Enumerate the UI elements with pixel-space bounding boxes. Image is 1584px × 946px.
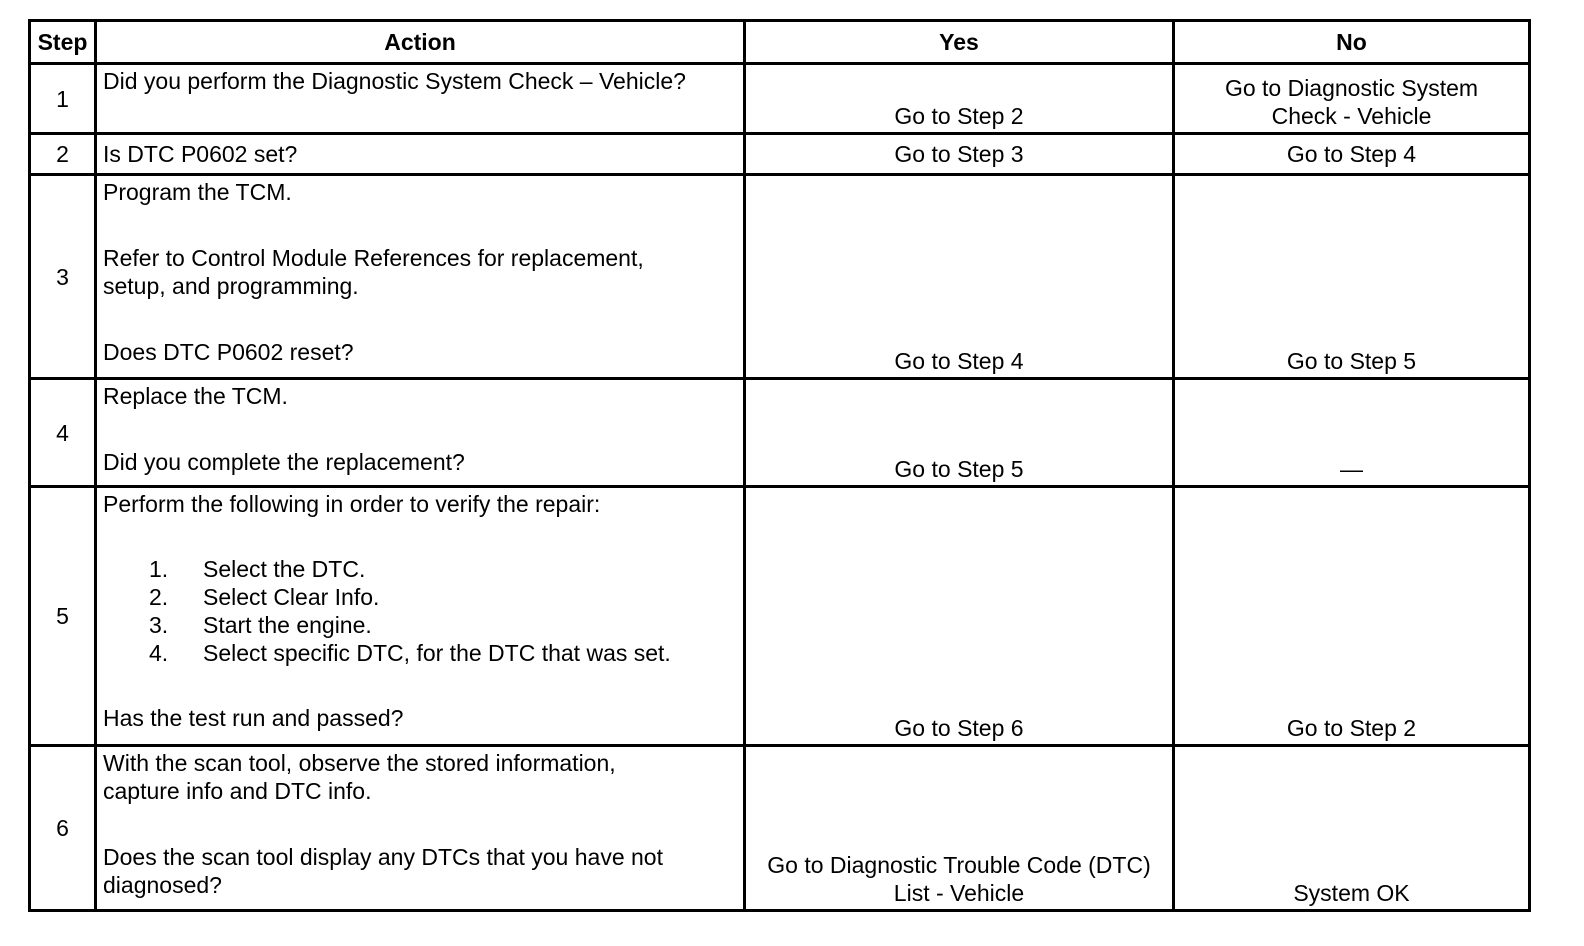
step-number: 1 — [30, 64, 96, 134]
table-row-step-4 — [30, 379, 1530, 487]
table-row-step-6 — [30, 746, 1530, 911]
list-item — [103, 639, 737, 667]
list-item — [103, 583, 737, 611]
list-item — [103, 611, 737, 639]
action-text-line: setup, and programming. — [103, 273, 359, 299]
no-result: Go to Step 2 — [1174, 487, 1530, 746]
header-step: Step — [30, 21, 96, 64]
table-row-step-3 — [30, 175, 1530, 379]
list-item — [103, 555, 737, 583]
yes-result: Go to Step 3 — [745, 134, 1174, 175]
procedure-list — [103, 555, 737, 667]
step-number: 4 — [30, 379, 96, 487]
yes-result-line: List - Vehicle — [893, 880, 1025, 906]
list-item-number: 2. — [149, 584, 169, 610]
yes-result-line: Go to Diagnostic Trouble Code (DTC) — [767, 852, 1151, 878]
no-result: Go to Step 4 — [1174, 134, 1530, 175]
list-item-text: Select Clear Info. — [203, 584, 380, 610]
header-action: Action — [96, 21, 745, 64]
action-text-line: With the scan tool, observe the stored information, — [103, 750, 616, 776]
no-result-line: Go to Diagnostic System — [1224, 75, 1479, 101]
header-yes: Yes — [745, 21, 1174, 64]
action-cell — [96, 746, 745, 911]
action-cell — [96, 134, 745, 175]
action-text — [103, 244, 737, 300]
yes-result: Go to Step 6 — [745, 487, 1174, 746]
list-item-number: 1. — [149, 556, 169, 582]
action-text-line: Does the scan tool display any DTCs that you have not — [103, 844, 663, 870]
step-number: 5 — [30, 487, 96, 746]
action-text-line: diagnosed? — [103, 872, 222, 898]
table-row-step-1 — [30, 64, 1530, 134]
no-result — [1174, 64, 1530, 134]
list-item-number: 4. — [149, 640, 169, 666]
step-number: 2 — [30, 134, 96, 175]
action-text: Did you perform the Diagnostic System Check – Vehicle? — [103, 68, 686, 94]
action-question — [103, 843, 737, 899]
step-number: 3 — [30, 175, 96, 379]
yes-result: Go to Step 4 — [745, 175, 1174, 379]
no-result: Go to Step 5 — [1174, 175, 1530, 379]
table-row-step-5 — [30, 487, 1530, 746]
action-text-line: capture info and DTC info. — [103, 778, 372, 804]
diagnostic-table — [28, 19, 1531, 912]
yes-result — [745, 746, 1174, 911]
action-text: Is DTC P0602 set? — [103, 141, 298, 167]
action-question: Has the test run and passed? — [103, 705, 404, 731]
list-item-text: Select specific DTC, for the DTC that was set. — [203, 640, 671, 666]
action-cell — [96, 379, 745, 487]
step-number: 6 — [30, 746, 96, 911]
action-text-line: Refer to Control Module References for replacement, — [103, 245, 644, 271]
action-question: Does DTC P0602 reset? — [103, 339, 354, 365]
table-row-step-2 — [30, 134, 1530, 175]
header-no: No — [1174, 21, 1530, 64]
action-cell — [96, 175, 745, 379]
action-text — [103, 749, 737, 805]
action-question: Did you complete the replacement? — [103, 449, 465, 475]
no-result-line: Check - Vehicle — [1271, 103, 1432, 129]
list-item-number: 3. — [149, 612, 169, 638]
action-text: Perform the following in order to verify the repair: — [103, 491, 601, 517]
action-cell — [96, 64, 745, 134]
no-result: System OK — [1174, 746, 1530, 911]
yes-result: Go to Step 5 — [745, 379, 1174, 487]
list-item-text: Select the DTC. — [203, 556, 366, 582]
action-text: Replace the TCM. — [103, 383, 288, 409]
list-item-text: Start the engine. — [203, 612, 372, 638]
action-text: Program the TCM. — [103, 179, 292, 205]
action-cell — [96, 487, 745, 746]
no-result: — — [1174, 379, 1530, 487]
header-row — [30, 21, 1530, 64]
yes-result: Go to Step 2 — [745, 64, 1174, 134]
